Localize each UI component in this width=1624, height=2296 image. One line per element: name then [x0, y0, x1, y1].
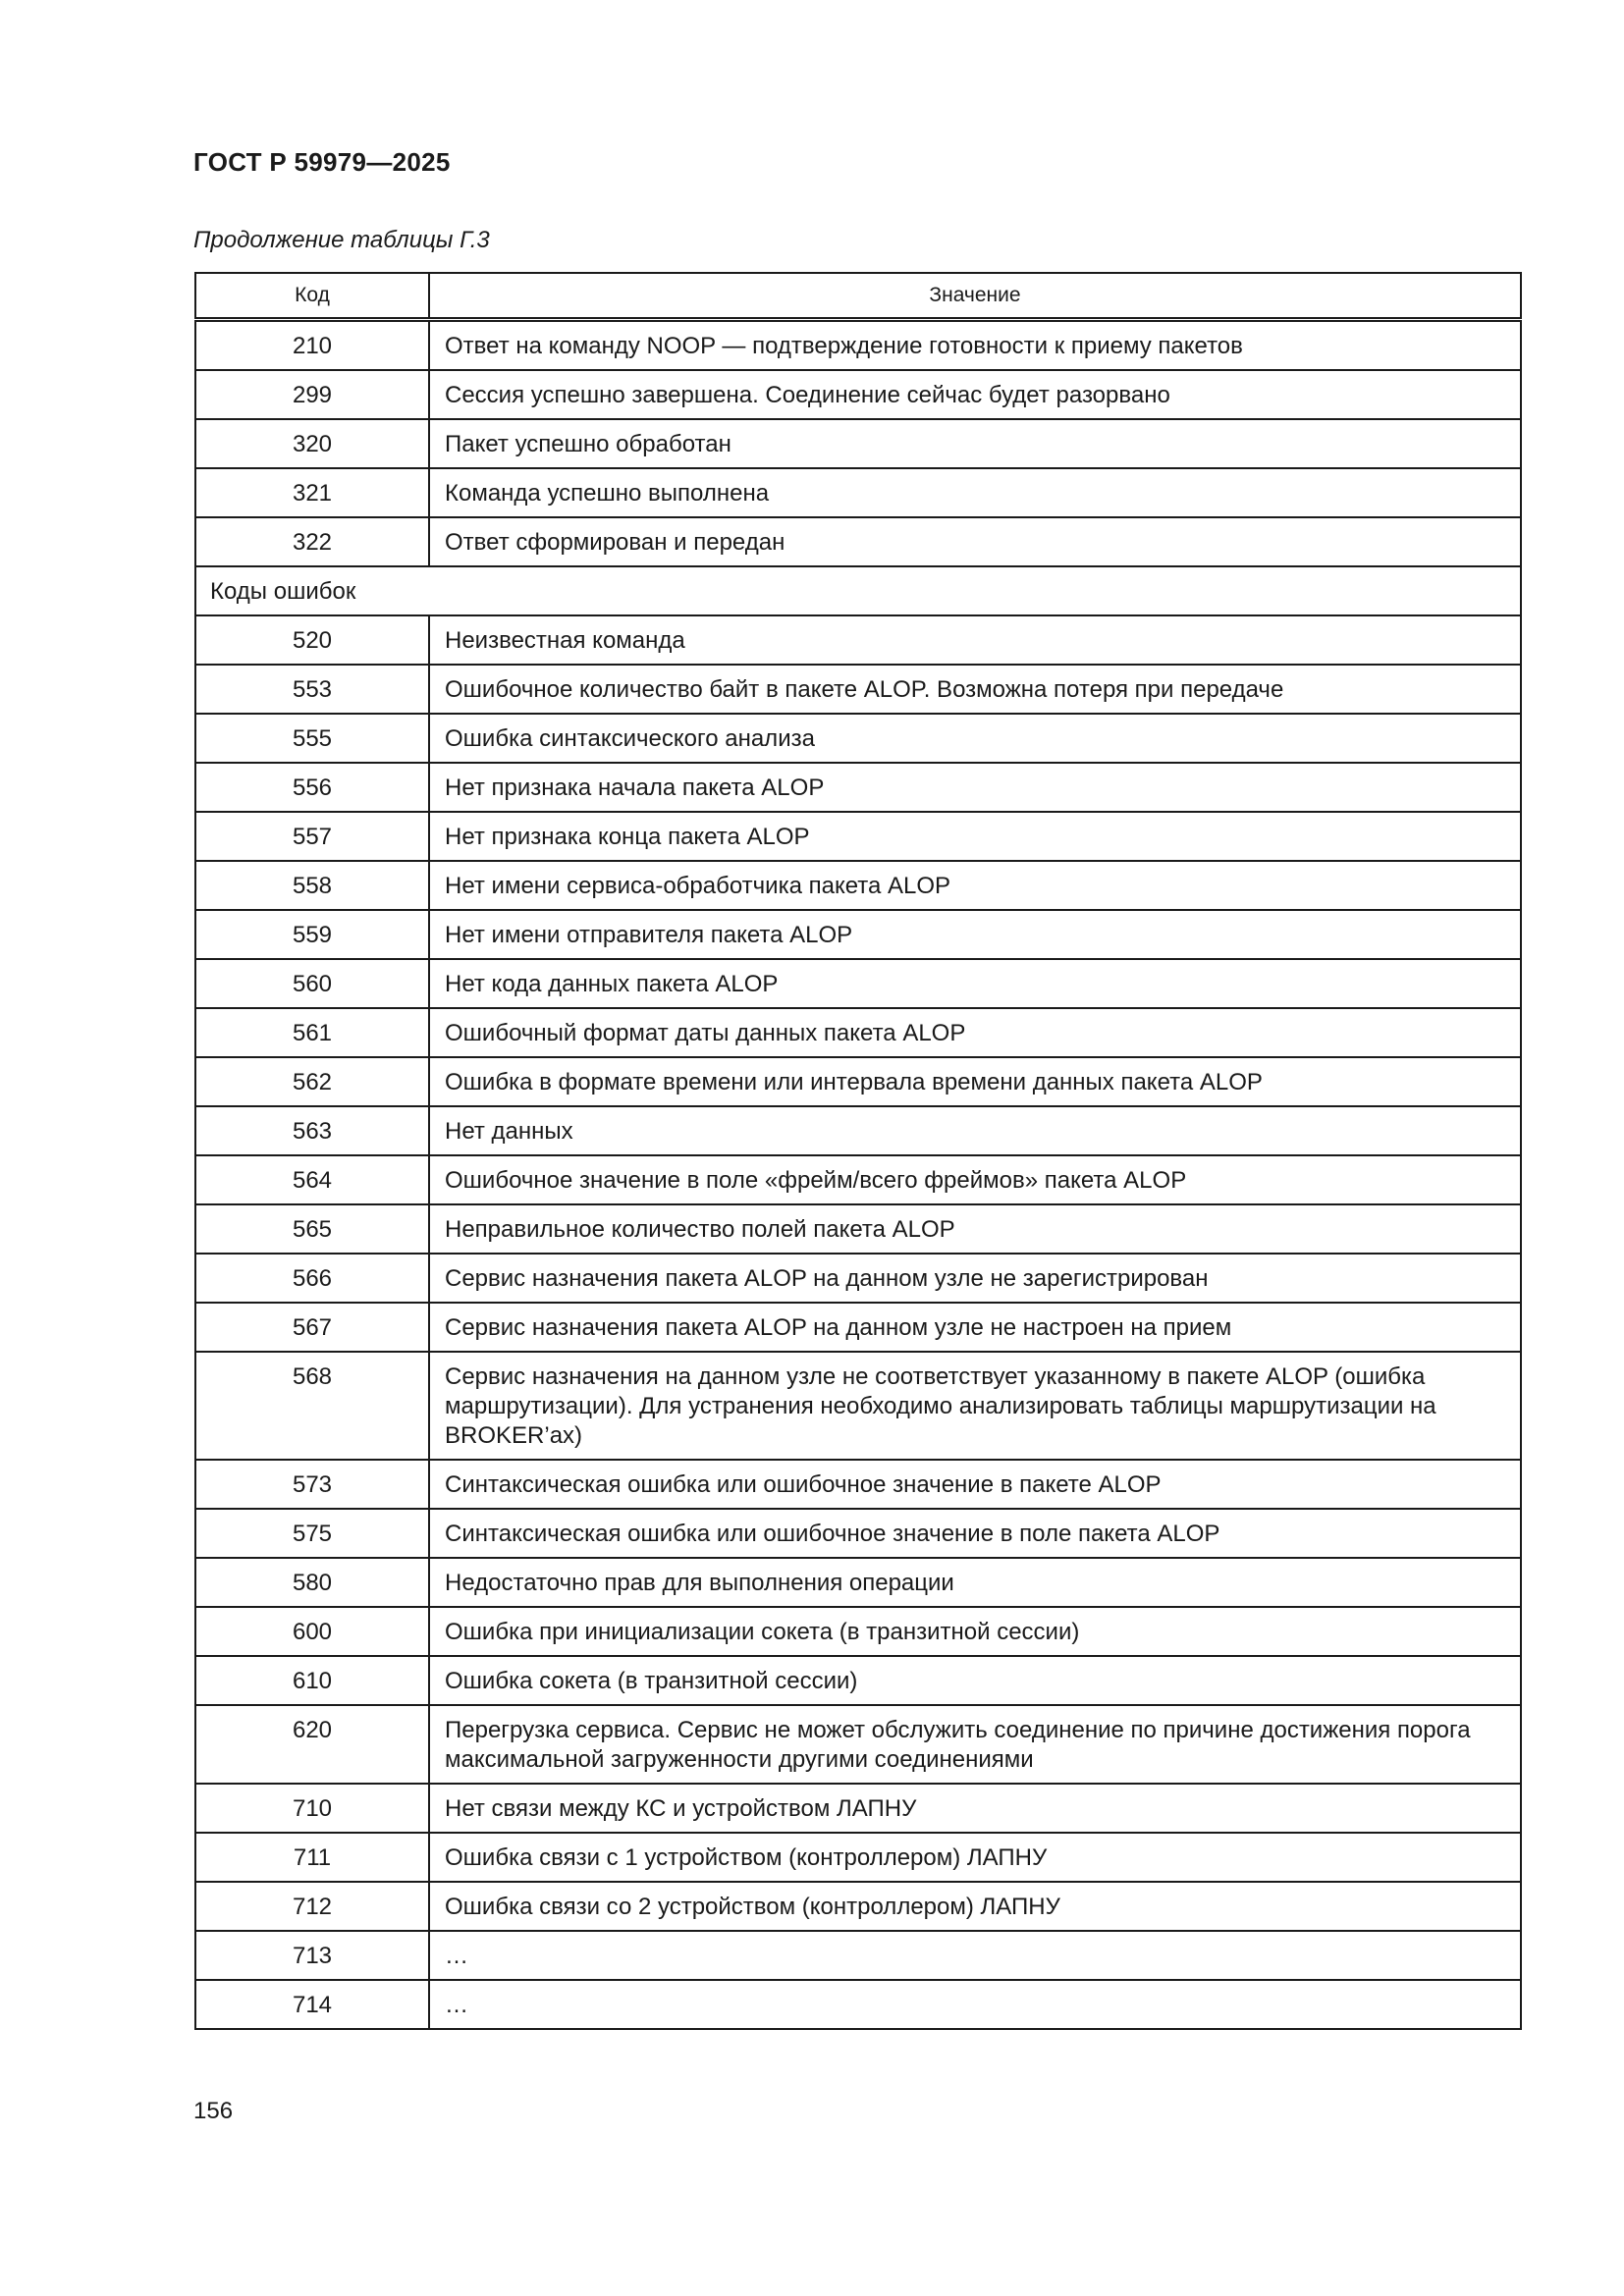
table-row — [195, 1254, 1521, 1303]
value-cell: Пакет успешно обработан — [429, 419, 1521, 468]
code-cell: 560 — [195, 959, 429, 1008]
code-cell: 556 — [195, 763, 429, 812]
table-row — [195, 1057, 1521, 1106]
value-cell: Синтаксическая ошибка или ошибочное значение в поле пакета ALOP — [429, 1509, 1521, 1558]
value-cell: Сервис назначения пакета ALOP на данном узле не зарегистрирован — [429, 1254, 1521, 1303]
page-number: 156 — [193, 2098, 234, 2124]
code-cell: 575 — [195, 1509, 429, 1558]
value-cell: Синтаксическая ошибка или ошибочное значение в пакете ALOP — [429, 1460, 1521, 1509]
value-cell: Команда успешно выполнена — [429, 468, 1521, 517]
value-cell: … — [429, 1931, 1521, 1980]
table-row — [195, 1656, 1521, 1705]
table-row — [195, 468, 1521, 517]
table-header-row — [195, 273, 1521, 320]
table-row — [195, 1460, 1521, 1509]
value-cell: Сервис назначения пакета ALOP на данном узле не настроен на прием — [429, 1303, 1521, 1352]
table-section-row — [195, 566, 1521, 615]
code-cell: 713 — [195, 1931, 429, 1980]
value-cell: … — [429, 1980, 1521, 2029]
value-cell: Ошибочный формат даты данных пакета ALOP — [429, 1008, 1521, 1057]
code-cell: 565 — [195, 1204, 429, 1254]
table-row — [195, 910, 1521, 959]
table-row — [195, 1204, 1521, 1254]
table-row — [195, 1980, 1521, 2029]
code-cell: 610 — [195, 1656, 429, 1705]
table-row — [195, 1303, 1521, 1352]
table-row — [195, 861, 1521, 910]
code-cell: 562 — [195, 1057, 429, 1106]
table-row — [195, 763, 1521, 812]
code-cell: 210 — [195, 320, 429, 371]
code-cell: 580 — [195, 1558, 429, 1607]
table-row — [195, 370, 1521, 419]
table-row — [195, 1705, 1521, 1784]
value-cell: Ответ на команду NOOP — подтверждение готовности к приему пакетов — [429, 320, 1521, 371]
value-cell: Нет имени сервиса-обработчика пакета ALOP — [429, 861, 1521, 910]
code-cell: 568 — [195, 1352, 429, 1460]
code-cell: 299 — [195, 370, 429, 419]
code-cell: 712 — [195, 1882, 429, 1931]
code-cell: 573 — [195, 1460, 429, 1509]
column-header-code: Код — [195, 273, 429, 320]
value-cell: Перегрузка сервиса. Сервис не может обслужить соединение по причине достижения порога максимальной загруженности другими соединениями — [429, 1705, 1521, 1784]
table-row — [195, 1352, 1521, 1460]
code-cell: 714 — [195, 1980, 429, 2029]
value-cell: Ошибочное значение в поле «фрейм/всего фреймов» пакета ALOP — [429, 1155, 1521, 1204]
code-cell: 564 — [195, 1155, 429, 1204]
column-header-value: Значение — [429, 273, 1521, 320]
table-row — [195, 1882, 1521, 1931]
value-cell: Ошибка связи со 2 устройством (контроллером) ЛАПНУ — [429, 1882, 1521, 1931]
table-row — [195, 615, 1521, 665]
value-cell: Ошибка синтаксического анализа — [429, 714, 1521, 763]
table-row — [195, 320, 1521, 371]
codes-table-container — [194, 272, 1520, 2030]
table-row — [195, 1509, 1521, 1558]
code-cell: 321 — [195, 468, 429, 517]
code-cell: 320 — [195, 419, 429, 468]
table-row — [195, 1607, 1521, 1656]
value-cell: Нет признака конца пакета ALOP — [429, 812, 1521, 861]
code-cell: 567 — [195, 1303, 429, 1352]
code-cell: 620 — [195, 1705, 429, 1784]
table-caption: Продолжение таблицы Г.3 — [193, 227, 490, 253]
value-cell: Неправильное количество полей пакета ALOP — [429, 1204, 1521, 1254]
table-header — [195, 273, 1521, 320]
value-cell: Ошибочное количество байт в пакете ALOP. Возможна потеря при передаче — [429, 665, 1521, 714]
code-cell: 322 — [195, 517, 429, 566]
table-row — [195, 419, 1521, 468]
code-cell: 566 — [195, 1254, 429, 1303]
value-cell: Ошибка сокета (в транзитной сессии) — [429, 1656, 1521, 1705]
value-cell: Нет признака начала пакета ALOP — [429, 763, 1521, 812]
table-row — [195, 1784, 1521, 1833]
table-row — [195, 1931, 1521, 1980]
table-row — [195, 959, 1521, 1008]
table-body — [195, 320, 1521, 2030]
value-cell: Ошибка в формате времени или интервала времени данных пакета ALOP — [429, 1057, 1521, 1106]
code-cell: 559 — [195, 910, 429, 959]
table-row — [195, 665, 1521, 714]
code-cell: 520 — [195, 615, 429, 665]
code-cell: 563 — [195, 1106, 429, 1155]
code-cell: 555 — [195, 714, 429, 763]
value-cell: Нет связи между КС и устройством ЛАПНУ — [429, 1784, 1521, 1833]
code-cell: 711 — [195, 1833, 429, 1882]
value-cell: Нет данных — [429, 1106, 1521, 1155]
value-cell: Ошибка при инициализации сокета (в транзитной сессии) — [429, 1607, 1521, 1656]
table-row — [195, 1106, 1521, 1155]
code-cell: 710 — [195, 1784, 429, 1833]
table-row — [195, 1155, 1521, 1204]
table-row — [195, 517, 1521, 566]
code-cell: 561 — [195, 1008, 429, 1057]
code-cell: 600 — [195, 1607, 429, 1656]
value-cell: Сервис назначения на данном узле не соответствует указанному в пакете ALOP (ошибка маршрутизации). Для устранения необходимо анализировать таблицы маршрутизации на BROKER’ах) — [429, 1352, 1521, 1460]
table-row — [195, 1833, 1521, 1882]
document-standard-title: ГОСТ Р 59979—2025 — [193, 147, 451, 177]
value-cell: Сессия успешно завершена. Соединение сейчас будет разорвано — [429, 370, 1521, 419]
value-cell: Ответ сформирован и передан — [429, 517, 1521, 566]
value-cell: Ошибка связи с 1 устройством (контроллером) ЛАПНУ — [429, 1833, 1521, 1882]
code-cell: 553 — [195, 665, 429, 714]
table-row — [195, 714, 1521, 763]
value-cell: Нет имени отправителя пакета ALOP — [429, 910, 1521, 959]
table-row — [195, 1008, 1521, 1057]
value-cell: Недостаточно прав для выполнения операции — [429, 1558, 1521, 1607]
table-row — [195, 812, 1521, 861]
code-cell: 557 — [195, 812, 429, 861]
value-cell: Нет кода данных пакета ALOP — [429, 959, 1521, 1008]
codes-table — [194, 272, 1522, 2030]
value-cell: Неизвестная команда — [429, 615, 1521, 665]
code-cell: 558 — [195, 861, 429, 910]
table-row — [195, 1558, 1521, 1607]
section-label: Коды ошибок — [195, 566, 1521, 615]
